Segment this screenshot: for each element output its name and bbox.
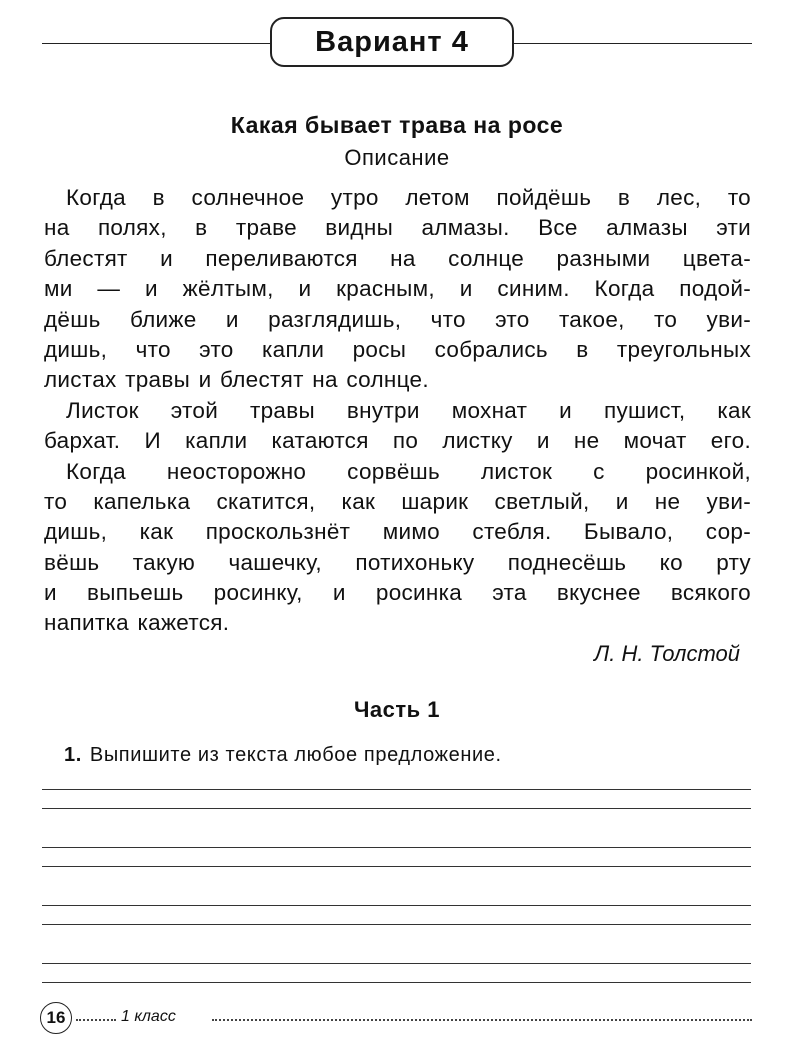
text-line: бархат. И капли катаются по листку и не мочат его. xyxy=(44,428,751,454)
text-line: Листок этой травы внутри мохнат и пушист, как xyxy=(66,397,751,423)
text-line: ми — и жёлтым, и красным, и синим. Когда подой- xyxy=(44,276,751,302)
text-line: Когда неосторожно сорвёшь листок с росинкой, xyxy=(66,458,751,484)
answer-line[interactable] xyxy=(42,847,751,848)
answer-line[interactable] xyxy=(42,866,751,867)
text-line: на полях, в траве видны алмазы. Все алмазы эти xyxy=(44,215,751,241)
story-title: Какая бывает трава на росе xyxy=(230,112,564,138)
text-line: и выпьешь росинку, и росинка эта вкуснее всякого xyxy=(44,580,751,606)
footer-dots-left xyxy=(76,1019,116,1021)
story-genre: Описание xyxy=(344,145,450,170)
answer-line[interactable] xyxy=(42,924,751,925)
header-rule-right xyxy=(514,43,752,44)
text-line: блестят и переливаются на солнце разными цвета- xyxy=(44,245,751,271)
text-line: Когда в солнечное утро летом пойдёшь в лес, то xyxy=(66,185,751,210)
text-line: дишь, как проскользнёт мимо стебля. Бывало, сор- xyxy=(44,519,751,545)
answer-line[interactable] xyxy=(42,789,751,790)
task-text: Выпишите из текста любое предложение. xyxy=(89,744,502,766)
text-line: то капелька скатится, как шарик светлый, и не уви- xyxy=(44,488,751,514)
grade-label: 1 класс xyxy=(121,1008,176,1025)
task-item xyxy=(64,744,502,767)
text-line: вёшь такую чашечку, потихоньку поднесёшь ко рту xyxy=(44,549,751,575)
page-number: 16 xyxy=(40,1002,72,1034)
story-text xyxy=(44,183,751,639)
header-rule-left xyxy=(42,43,270,44)
task-number: 1. xyxy=(64,744,82,766)
answer-line[interactable] xyxy=(42,808,751,809)
text-line: дёшь ближе и разглядишь, что это такое, то уви- xyxy=(44,306,751,332)
story-author: Л. Н. Толстой xyxy=(594,641,740,666)
text-line: дишь, что это капли росы собрались в треугольных xyxy=(44,336,751,362)
answer-line[interactable] xyxy=(42,982,751,983)
part-title: Часть 1 xyxy=(353,697,441,722)
answer-line[interactable] xyxy=(42,963,751,964)
footer-dots-right xyxy=(212,1019,752,1021)
answer-line[interactable] xyxy=(42,905,751,906)
text-line: листах травы и блестят на солнце. xyxy=(44,367,429,393)
text-line: напитка кажется. xyxy=(44,610,230,636)
variant-title: Вариант 4 xyxy=(270,17,514,67)
